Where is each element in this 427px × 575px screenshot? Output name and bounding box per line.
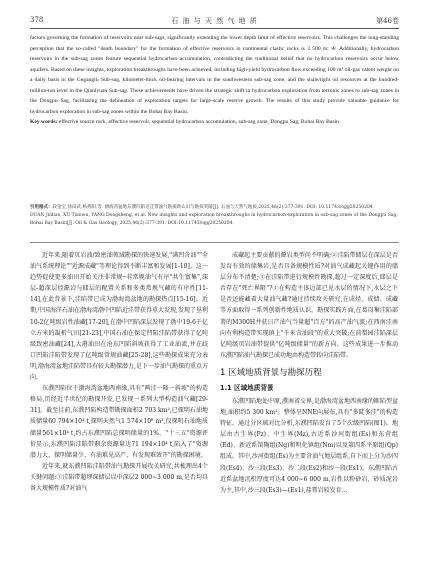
citation-cn [30,204,399,212]
section-title: 1 区域地质背景与勘探历程 [220,367,322,378]
volume-label: 第46卷 [376,17,399,25]
keywords-text: effective source rock, effective reservoir, sequential hydrocarbon accumulation, sub-sag zone, Dongpu Sag, Bohai Bay Basin [58,119,339,125]
divider [30,242,399,243]
paragraph: 东濮凹陷地处中原,濮南省交界,是渤海湾盆地西南缘的断陷型盆地,面积约5 300 km²。整体呈NNE向展布,具有"多陡多洼"的构造特征。通过分区域对比分析,东濮凹陷发育了5个次级凹陷(图1)。地层由古生界(Pz)、中生界(Mz),古近系沙河街组(Es)和东营组(Ed)、新近系馆陶组(Ng)和明化镇组(Nm)以及第四系平原组(Qp)组成。其中,沙河街组(Es)为主要含油气地层组系,自下而上分为沙四段(Es4)、沙三段(Es3)、沙二段(Es2)和沙一段(Es1)。东濮凹陷古近系盆地沉积厚度可达4 000~6 000 m,岩性以粉砂岩、砂质泥岩为主,其中,沙三段(Es3)—(Es1),盐膏岩较发育... [220,397,398,494]
subsection-title: 1.1 区域地质背景 [220,383,274,392]
abstract-body: factors governing the formation of reservoirs near sub-sags, significantly extending the lower depth limit of effective reservoirs. This challenges the long-standing perception that the so-called "death boundary" for the formation of effective reservoirs in continental clastic rocks is 3 500 m; ④ Additionally, hydrocarbon reservoirs in the sub-sag zones feature sequential hydrocarbon accumulation, contradicting the traditional belief that no hydrocarbon reservoirs occur below aquifers. Based on these insights, exploration breakthroughs have been achieved, including high-yield hydrocarbon flow exceeding 100 m³ oil-gas valent weight on a daily basis in the Geganglii Sub-sag, kilometer-thick oil-bearing intervals in the southwestern sub-sag zone, and the shale/tight oil resources at the hundred-million-ton level in the Qianlyuan Sub-sag. These achievements have driven the strategic shift in hydrocarbon exploration from tectonic zones to sub-sag zones in the Dongpu Sag, facilitating the delineation of exploration targets for large-scale reserve growth. The results of this study provide valuable guidance for hydrocarbon exploration in sub-sag zones within the Bohai Bay Basin. [30,35,399,115]
citation-label: 引用格式： [30,205,53,210]
paragraph: 近年来,随着页岩油/致密油领域勘探的快速发展,"满凹含油""全油气系统理论""近源成藏"等理论得到不断丰富和发展[1-10]。这一趋势促使更多油田开始关注非常规─非常规油气有序"共生富集",深层-超深层烃源岩与储层的配置关系和多类常规气藏的有序性[11-14],在此背景下,洼陷带已成为渤海湾盆地的勘探热点[15-16]。近期,中国海洋石油在渤海湾渤中凹陷近洼带获得重大发现,发现了垦利10-2亿吨级岩性油藏[17-20],在渤中凹陷深层发现了渤中19-6千亿立方米的凝析气田[21-23],中国石油在保定凹陷洼陷带获得了亿吨级致密油藏[24],大港油田在沧东凹陷斜坡获得了工业油流,并在歧口凹陷洼陷带发现了亿吨级常规油藏[25-28],这些勘探成果充分表明,渤海湾盆地洼陷带具有较大勘探潜力,是下一步油气勘探的重点方向。 [30,252,208,382]
left-column [30,250,208,494]
paragraph: 近年来,就东濮凹陷洼陷带油气勘探开展攻关研究,共梳理出4个关键问题:①洼陷带超埋深储层以中深层2 000~3 000 m,是否均具备大规模性质?对油气 [30,462,208,492]
keywords-label: Key words: [30,119,58,125]
citation-cn-text: 段金宝,徐田武,杨秀阳,等. 渤海湾盆地东濮凹陷近洼带油气勘探新认识与勘探突破[J]. 石油与天然气地质,2025,46(2):377-391. DOI: 10.11743/ogg20250204. [52,205,375,210]
paragraph: 成藏起主要贡献的源岩类型尚不明确;②洼陷带储层在深层是否发育有效的储集岩,是否具备规模性质?对油气成藏起关键作用的储层分布不清楚;③在洼陷带进行规模性勘探,超过一定深度后,储层是否存在"死亡界限"?④在构造主体边部已见水层的情况下,水层之下是否还能藏着大量油气藏?通过持续攻关研究,在成烃、成储、成藏等方面取得一系列创新性地质认识。勘探实践方面,在葛岗集洼陷部署的M300H井获日产油气当量超"百方"的高产油气流;在西南洼南向有利构造带实现镇上"千米含油段"的重大突破;在前梨园洼陷深层亿吨级页岩油带提供"亿吨级储量"的新方向。这些成果进一步推动东濮凹陷油气勘探已成功地由构造带转向洼陷带。 [220,252,398,359]
keywords [30,117,399,128]
paragraph: 东濮凹陷位于渤海湾盆地西南缘,具有"两洼一隆一斜坡"的构造格局,历经近半世纪的勘探开发,已发现一系列大型构造油气藏[29-31]。截至目前,东濮凹陷构造带勘探面积2 703 km²,已探明石油地质储量60 794×10⁴ t,探明天然气1 574×10⁸ m³,仅探明石油地质储量561×10⁴ t,约占东濮凹陷总探明储量的1%。"十三五"资源评价显示,东濮凹陷洼陷带剩余资源量达71 194×10⁴ t,陷入了"资源潜力大、探明储量少、有油难见高产、有发现难效开"的勘探困境。 [30,385,208,459]
journal-name: 石 油 与 天 然 气 地 质 [171,17,258,25]
page-number: 378 [30,16,44,24]
citation-en: DUAN Jinbao, XU Tianwu, YANG Dongsheng, et al. New insights and exploration breakthroughs in hydrocarbon exploration in sub-sag zones of the Dongpu Sag, Bohai Bay Basin[J]. Oil & Gas Geology, 2025,46(2):377-391. DOI:10.11743/ogg20250204. [30,212,398,226]
citation-block [30,204,399,227]
right-column [220,250,398,496]
running-header [30,14,399,29]
english-abstract [30,33,399,128]
